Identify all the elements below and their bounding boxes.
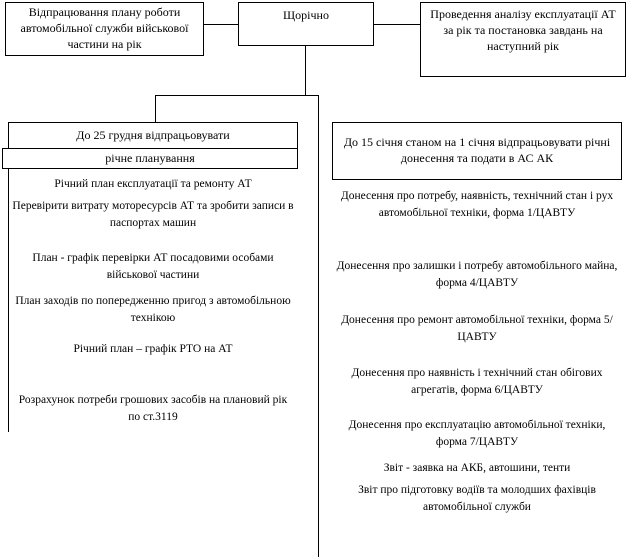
left-branch-header-box: До 25 грудня відпрацьовувати bbox=[8, 122, 298, 149]
box-operation-analysis: Проведення аналізу експлуатації АТ за рік та постановка завдань на наступний рік bbox=[420, 2, 626, 77]
right-item-report-form-6: Донесення про наявність і технічний стан обігових агрегатів, форма 6/ЦАВТУ bbox=[351, 367, 603, 397]
left-item-motoresource-check: Перевірити витрату моторесурсів АТ та зробити записи в паспортах машин bbox=[12, 200, 294, 230]
right-branch-header-box: До 15 січня станом на 1 січня відпрацьовувати річні донесення та подати в АС АК bbox=[332, 122, 622, 180]
left-item-inspection-schedule: План - графік перевірки АТ посадовими особами військової частини bbox=[32, 252, 274, 282]
left-item-annual-operation-plan: Річний план експлуатації та ремонту АТ bbox=[54, 178, 252, 190]
connector-left-drop bbox=[155, 95, 156, 122]
connector-left-spine bbox=[8, 168, 9, 432]
connector-right-spine bbox=[318, 95, 319, 557]
right-item-report-form-7: Донесення про експлуатацію автомобільної техніки, форма 7/ЦАВТУ bbox=[348, 419, 606, 449]
connector-split-horizontal bbox=[155, 95, 319, 96]
connector-right-horizontal bbox=[374, 24, 420, 25]
right-item-report-form-1: Донесення про потребу, наявність, технічний стан і рух автомобільної техніки, форма 1/ЦАВТУ bbox=[340, 190, 614, 220]
connector-left-horizontal bbox=[204, 24, 238, 25]
right-item-report-form-4: Донесення про залишки і потребу автомобільного майна, форма 4/ЦАВТУ bbox=[336, 260, 618, 290]
box-yearly: Щорічно bbox=[238, 2, 374, 46]
right-item-akb-request: Звіт - заявка на АКБ, автошини, тенти bbox=[383, 462, 571, 474]
right-item-driver-training-report: Звіт про підготовку водіїв та молодших фахівців автомобільної служби bbox=[358, 484, 596, 514]
left-branch-header-box-2: річне планування bbox=[2, 148, 298, 169]
left-item-funds-calculation: Розрахунок потреби грошових засобів на плановий рік по ст.3119 bbox=[18, 394, 288, 424]
box-annual-work-plan: Відпрацювання плану роботи автомобільної служби військової частини на рік bbox=[5, 2, 204, 56]
left-item-rto-schedule: Річний план – графік РТО на АТ bbox=[73, 343, 233, 355]
connector-center-vertical bbox=[305, 46, 306, 95]
left-item-accident-prevention-plan: План заходів по попередженню пригод з автомобільною технікою bbox=[15, 295, 291, 325]
right-item-report-form-5: Донесення про ремонт автомобільної техніки, форма 5/ЦАВТУ bbox=[341, 314, 613, 344]
